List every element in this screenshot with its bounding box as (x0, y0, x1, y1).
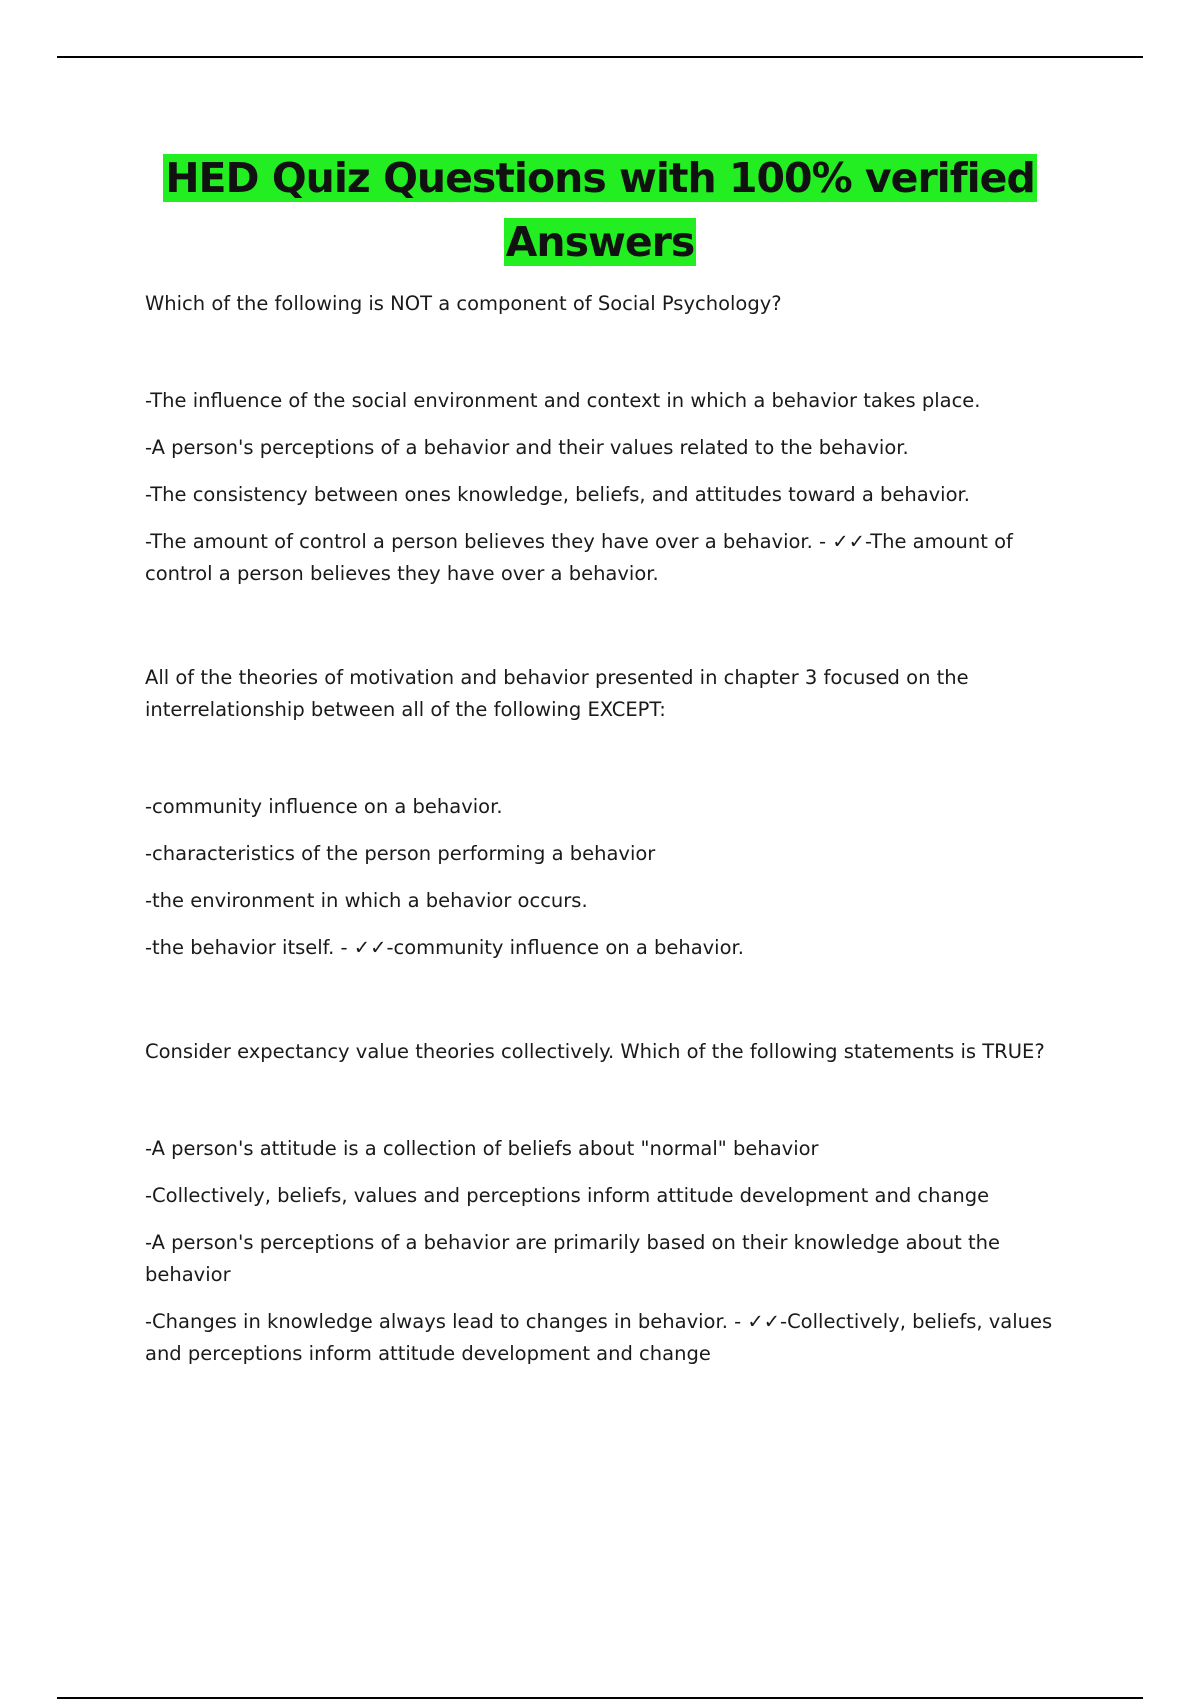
answer-option-text: -the behavior itself. - (145, 936, 354, 959)
correct-answer: -The amount of control a person believes they have over a behavior. (145, 530, 1013, 585)
answer-option-text: -The amount of control a person believes they have over a behavior. - (145, 530, 833, 553)
question-block (145, 662, 1070, 964)
answer-option-with-answer (145, 1306, 1070, 1370)
quiz-content (145, 288, 1070, 1370)
answer-option: -community influence on a behavior. (145, 795, 503, 818)
check-mark-icon: ✓✓ (832, 530, 865, 553)
answer-option: -The consistency between ones knowledge, beliefs, and attitudes toward a behavior. (145, 483, 970, 506)
correct-answer: -community influence on a behavior. (386, 936, 744, 959)
check-mark-icon: ✓✓ (353, 936, 387, 959)
top-rule (57, 56, 1143, 58)
correct-answer: -Collectively, beliefs, values and perceptions inform attitude development and change (145, 1310, 1053, 1365)
question-prompt: Which of the following is NOT a component of Social Psychology? (145, 292, 782, 315)
document-title (0, 146, 1200, 274)
answer-option: -A person's attitude is a collection of beliefs about "normal" behavior (145, 1137, 819, 1160)
answer-option-text: -Changes in knowledge always lead to changes in behavior. - (145, 1310, 748, 1333)
question-prompt: All of the theories of motivation and behavior presented in chapter 3 focused on the interrelationship between all of the following EXCEPT: (145, 666, 969, 721)
bottom-rule (57, 1697, 1143, 1699)
check-mark-icon: ✓✓ (747, 1310, 781, 1333)
answer-option: -the environment in which a behavior occurs. (145, 889, 588, 912)
title-line-1: HED Quiz Questions with 100% verified (165, 154, 1035, 202)
title-line-2: Answers (505, 218, 695, 266)
question-block (145, 288, 1070, 590)
question-block (145, 1036, 1070, 1370)
answer-option: -Collectively, beliefs, values and perceptions inform attitude development and change (145, 1184, 990, 1207)
answer-option: -The influence of the social environment and context in which a behavior takes place. (145, 389, 981, 412)
answer-option-with-answer (145, 526, 1070, 590)
answer-option: -A person's perceptions of a behavior and their values related to the behavior. (145, 436, 909, 459)
answer-option-with-answer (145, 932, 1070, 964)
question-prompt: Consider expectancy value theories collectively. Which of the following statements is TRUE? (145, 1040, 1045, 1063)
answer-option: -A person's perceptions of a behavior are primarily based on their knowledge about the behavior (145, 1231, 1001, 1286)
answer-option: -characteristics of the person performing a behavior (145, 842, 656, 865)
